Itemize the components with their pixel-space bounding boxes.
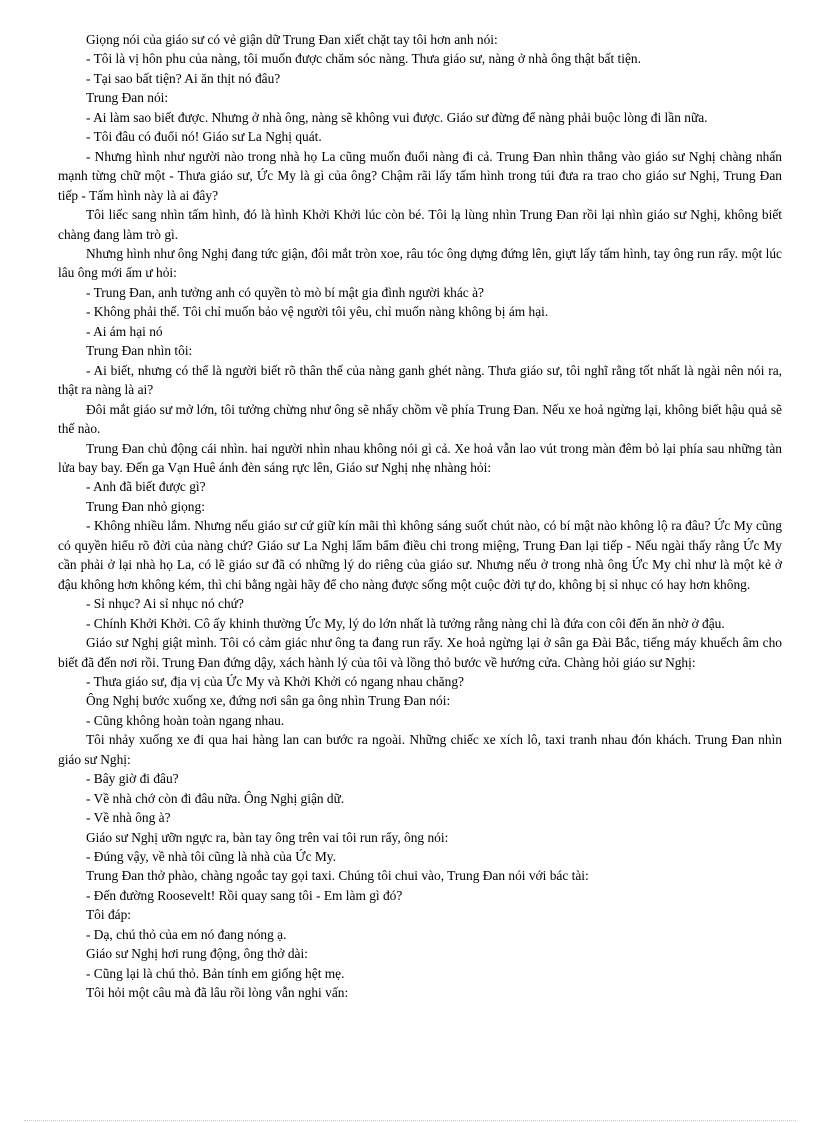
paragraph: - Anh đã biết được gì?: [86, 479, 206, 495]
paragraph: - Tôi đâu có đuổi nó! Giáo sư La Nghị quát.: [86, 129, 322, 145]
paragraph: - Tôi là vị hôn phu của nàng, tôi muốn được chăm sóc nàng. Thưa giáo sư, nàng ở nhà ông thật bất tiện.: [86, 51, 641, 67]
paragraph: - Thưa giáo sư, địa vị của Ức My và Khởi Khởi có ngang nhau chăng?: [86, 673, 464, 689]
paragraph: Trung Đan nói:: [86, 90, 169, 106]
paragraph: Trung Đan nhìn tôi:: [86, 343, 193, 359]
paragraph: Nhưng hình như ông Nghị đang tức giận, đôi mắt tròn xoe, râu tóc ông dựng đứng lên, giựt lấy tấm hình, tay ông run rẩy. một lúc lâu ông mới ấm ư hỏi:: [58, 245, 782, 281]
paragraph: Tôi đáp:: [86, 907, 131, 923]
paragraph: Trung Đan chủ động cái nhìn. hai người nhìn nhau không nói gì cả. Xe hoả vẫn lao vút trong màn đêm bỏ lại phía sau những tàn lửa bay bay. Đến ga Vạn Huê ánh đèn sáng rực lên, Giáo sư Nghị nhẹ nhàng hỏi:: [58, 440, 782, 475]
paragraph: - Ai biết, nhưng có thể là người biết rõ thân thế của nàng ganh ghét nàng. Thưa giáo sư, tôi nghĩ rằng tốt nhất là ngài nên nói ra, thật ra nàng là ai?: [58, 362, 782, 398]
paragraph: - Về nhà chớ còn đi đâu nữa. Ông Nghị giận dữ.: [86, 790, 345, 806]
paragraph: - Cũng lại là chú thỏ. Bản tính em giống hệt mẹ.: [86, 965, 345, 981]
paragraph: Tôi nhảy xuống xe đi qua hai hàng lan can bước ra ngoài. Những chiếc xe xích lô, taxi tranh nhau đón khách. Trung Đan nhìn giáo sư Nghị:: [58, 732, 782, 767]
paragraph: - Nhưng hình như người nào trong nhà họ La cũng muốn đuổi nàng đi cả. Trung Đan nhìn thẳng vào giáo sư Nghị chàng nhấn mạnh từng chữ một - Thưa giáo sư, Ức My là gì của ông? Chậm rãi lấy tấm hình trong túi đưa ra trao cho giáo sư Nghị, Trung Đan tiếp - Tấm hình này là ai đây?: [58, 148, 782, 203]
paragraph: - Cũng không hoàn toàn ngang nhau.: [86, 712, 285, 728]
paragraph: - Ai làm sao biết được. Nhưng ở nhà ông, nàng sẽ không vui được. Giáo sư đừng để nàng phải buộc lòng đi lần nữa.: [86, 109, 708, 125]
paragraph: - Trung Đan, anh tưởng anh có quyền tò mò bí mật gia đình người khác à?: [86, 284, 484, 300]
paragraph: Trung Đan nhỏ giọng:: [86, 498, 205, 514]
paragraph: - Sỉ nhục? Ai sỉ nhục nó chứ?: [86, 596, 244, 612]
paragraph: Tôi hỏi một câu mà đã lâu rồi lòng vẫn nghi vấn:: [86, 985, 349, 1001]
paragraph: - Không phải thế. Tôi chỉ muốn bảo vệ người tôi yêu, chỉ muốn nàng không bị ám hại.: [86, 304, 549, 320]
paragraph: - Về nhà ông à?: [86, 810, 171, 826]
document-page: [58, 30, 782, 1003]
paragraph: Giáo sư Nghị giật mình. Tôi có cảm giác như ông ta đang run rẩy. Xe hoả ngừng lại ở sân ga Đài Bắc, tiếng máy khuếch âm cho biết đã đến nơi rồi. Trung Đan đứng dậy, xách hành lý của tôi và lồng thỏ bước về hướng cửa. Chàng hỏi giáo sư Nghị:: [58, 635, 782, 670]
paragraph: Đôi mắt giáo sư mở lớn, tôi tưởng chừng như ông sẽ nhẩy chồm về phía Trung Đan. Nếu xe hoả ngừng lại, không biết hậu quả sẽ thế nào.: [58, 401, 782, 437]
paragraph: - Tại sao bất tiện? Ai ăn thịt nó đâu?: [86, 70, 281, 86]
paragraph: - Đến đường Roosevelt! Rồi quay sang tôi - Em làm gì đó?: [86, 887, 403, 903]
paragraph: - Đúng vậy, về nhà tôi cũng là nhà của Ức My.: [86, 849, 336, 865]
paragraph: - Chính Khởi Khởi. Cô ấy khinh thường Ức My, lý do lớn nhất là tưởng rằng nàng chỉ là đứa con côi đến ăn nhờ ở đậu.: [86, 615, 725, 631]
paragraph: Ông Nghị bước xuống xe, đứng nơi sân ga ông nhìn Trung Đan nói:: [86, 693, 451, 709]
paragraph: Tôi liếc sang nhìn tấm hình, đó là hình Khởi Khởi lúc còn bé. Tôi lạ lùng nhìn Trung Đan rồi lại nhìn giáo sư Nghị, không biết chàng đang làm trò gì.: [58, 207, 782, 242]
paragraph: - Bây giờ đi đâu?: [86, 771, 179, 787]
paragraph: Giọng nói của giáo sư có vẻ giận dữ Trung Đan xiết chặt tay tôi hơn anh nói:: [86, 32, 498, 47]
paragraph: - Dạ, chú thỏ của em nó đang nóng ạ.: [86, 926, 287, 942]
paragraph: Giáo sư Nghị hơi rung động, ông thở dài:: [86, 946, 308, 962]
paragraph: - Ai ám hại nó: [86, 323, 163, 339]
paragraph: - Không nhiều lắm. Nhưng nếu giáo sư cứ giữ kín mãi thì không sáng suốt chút nào, có bí mật nào không lộ ra đâu? Ức My cũng có quyền hiểu rõ đời của nàng chứ? Giáo sư La Nghị lẩm bẩm điều chi trong miệng, Trung Đan lại tiếp - Nếu ngài thấy rằng Ức My cần phải ở lại nhà họ La, có lẽ giáo sư đã có những lý do riêng của giáo sư. Nhưng nếu ở trong nhà ông Ức My chỉ như là một kẻ ở đậu không hơn không kém, thì chi bằng ngài hãy để cho nàng được sống một cuộc đời tự do, không bị sỉ nhục có hay hơn không.: [58, 518, 782, 592]
paragraph: Giáo sư Nghị ưỡn ngực ra, bàn tay ông trên vai tôi run rẩy, ông nói:: [86, 829, 449, 845]
page-bottom-divider: [24, 1120, 796, 1121]
paragraph: Trung Đan thở phào, chàng ngoắc tay gọi taxi. Chúng tôi chui vào, Trung Đan nói với bác tài:: [86, 868, 589, 884]
